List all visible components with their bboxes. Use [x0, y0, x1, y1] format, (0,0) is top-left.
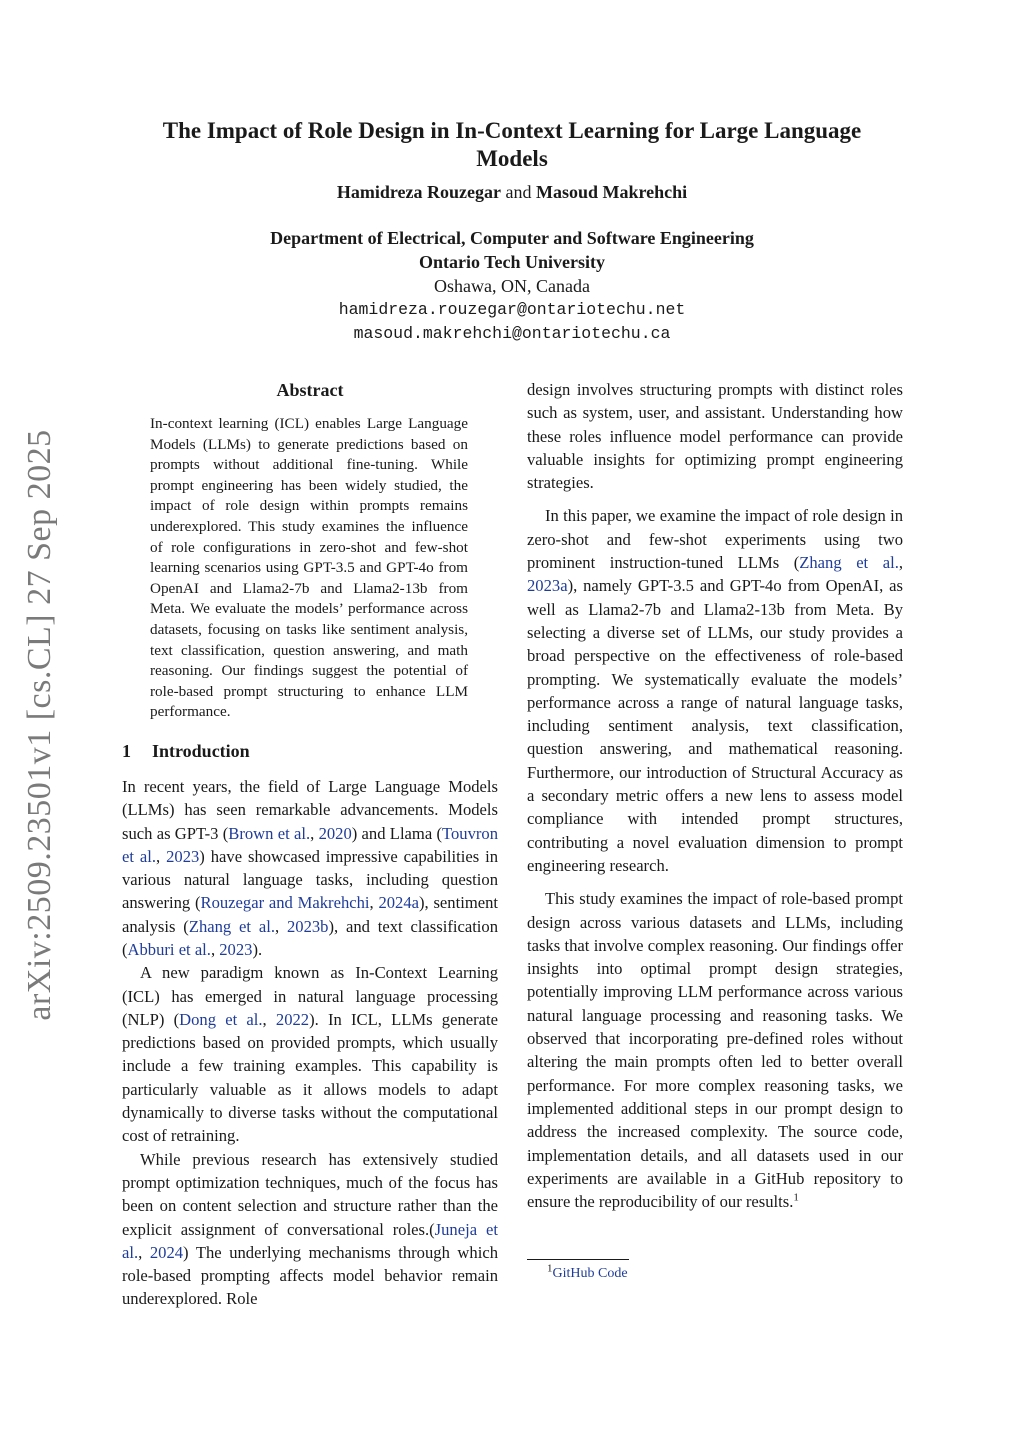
university: Ontario Tech University: [418, 252, 605, 272]
footnote-marker[interactable]: 1: [793, 1191, 799, 1204]
intro-paragraph-2: A new paradigm known as In-Context Learning (ICL) has emerged in natural language processing (NLP) (Dong et al., 2022). In ICL, LLMs generate predictions based on provided prompts, which usually include a few training examples. This capability is particularly valuable as it allows models to adapt dynamically to diverse tasks without the computational cost of retraining.: [122, 963, 498, 1146]
citation-brown-year[interactable]: 2020: [318, 823, 352, 843]
abstract-text: In-context learning (ICL) enables Large Language Models (LLMs) to generate predictions based on prompts without additional fine-tuning. While prompt engineering has been widely studied, the impact of role design within prompts remains underexplored. This study examines the influence of role configurations in zero-shot and few-shot learning scenarios using GPT-3.5 and GPT-4o from OpenAI and Llama2-7b and Llama2-13b from Meta. We evaluate the models’ performance across datasets, focusing on tasks like sentiment analysis, text classification, question answering, and math reasoning. Our findings suggest the potential of role-based prompt structuring to enhance LLM performance.: [150, 415, 468, 721]
author-conjunction: and: [505, 182, 532, 202]
citation-zhang-a[interactable]: Zhang et al.: [799, 553, 899, 573]
email-1: hamidreza.rouzegar@ontariotechu.net: [338, 300, 686, 319]
citation-abburi-year[interactable]: 2023: [219, 939, 253, 959]
left-column: [122, 378, 498, 1311]
intro-paragraph-5: This study examines the impact of role-based prompt design across various datasets and LLMs, including tasks that involve complex reasoning. Our findings offer insights into optimal prompt design strategies, potentially improving LLM performance across various natural language processing and reasoning tasks. We observed that incorporating pre-defined roles without altering the main prompts often led to better overall performance. For more complex reasoning tasks, we implemented additional steps in our prompt design to address the increased complexity. The source code, implementation details, and all datasets used in our experiments are available in a GitHub repository to ensure the reproducibility of our results.$^1$: [527, 889, 903, 1212]
arxiv-stamp: arXiv:2509.23501v1 [cs.CL] 27 Sep 2025: [21, 429, 58, 1021]
intro-paragraph-3: While previous research has extensively studied prompt optimization techniques, much of the focus has been on content selection and structure rather than the explicit assignment of conversational roles.(Juneja et al., 2024) The underlying mechanisms through which role-based prompting affects model behavior remain underexplored. Role: [122, 1149, 498, 1309]
citation-dong[interactable]: Dong et al.: [179, 1009, 263, 1029]
author-1: Hamidreza Rouzegar: [336, 182, 501, 202]
citation-zhang-b-year[interactable]: 2023b: [286, 916, 329, 936]
footnote-link[interactable]: GitHub Code: [552, 1266, 628, 1282]
intro-paragraph-4: In this paper, we examine the impact of role design in zero-shot and few-shot experiments using two prominent instruction-tuned LLMs (Zhang et al., 2023a), namely GPT-3.5 and GPT-4o from OpenAI, as well as Llama2-7b and Llama2-13b from Meta. By selecting a diverse set of LLMs, our study provides a broad perspective on the effectiveness of role-based prompting. We systematically evaluate the models’ performance across a range of natural language tasks, including sentiment analysis, text classification, question answering, and mathematical reasoning. Furthermore, our introduction of Structural Accuracy as a secondary metric offers a new lens to assess model compliance with intended prompt structures, contributing a novel evaluation dimension to prompt engineering research.: [527, 506, 904, 875]
department: Department of Electrical, Computer and Software Engineering: [270, 228, 754, 248]
citation-rouzegar[interactable]: Rouzegar and Makrehchi: [200, 893, 370, 913]
citation-rouzegar-year[interactable]: 2024a: [378, 893, 420, 913]
paper-title: The Impact of Role Design in In-Context Learning for Large Language Models: [162, 118, 862, 171]
email-2: masoud.makrehchi@ontariotechu.ca: [353, 324, 671, 343]
citation-juneja-year[interactable]: 2024: [149, 1242, 184, 1262]
citation-zhang-b[interactable]: Zhang et al.: [188, 916, 275, 936]
section-heading-introduction: [122, 739, 498, 763]
section-title: Introduction: [152, 740, 250, 761]
affiliation: [0, 226, 1024, 346]
footnote: [547, 1262, 903, 1282]
footnote-number: 1: [547, 1262, 553, 1275]
authors: [0, 182, 1024, 203]
citation-touvron-year[interactable]: 2023: [166, 846, 200, 866]
citation-dong-year[interactable]: 2022: [275, 1009, 310, 1029]
citation-juneja[interactable]: Juneja et al.: [122, 1219, 498, 1262]
citation-brown[interactable]: Brown et al.: [228, 823, 311, 843]
intro-paragraph-1: In recent years, the field of Large Language Models (LLMs) has seen remarkable advancements. Models such as GPT-3 (Brown et al., 2020) and Llama (Touvron et al., 2023) have showcased impressive capabilities in various natural language tasks, including question answering (Rouzegar and Makrehchi, 2024a), sentiment analysis (Zhang et al., 2023b), and text classification (Abburi et al., 2023).: [122, 776, 499, 959]
citation-touvron[interactable]: Touvron et al.: [122, 823, 499, 866]
right-column: [527, 378, 903, 1282]
location: Oshawa, ON, Canada: [434, 276, 590, 296]
citation-abburi[interactable]: Abburi et al.: [127, 939, 211, 959]
author-2: Masoud Makrehchi: [535, 182, 688, 202]
footnote-divider: [527, 1259, 629, 1260]
intro-paragraph-3-continued: design involves structuring prompts with distinct roles such as system, user, and assistant. Understanding how these roles influence model performance can provide valuable insights for optimizing prompt engineering strategies.: [527, 380, 903, 493]
section-number: 1: [122, 740, 131, 761]
abstract-heading: Abstract: [276, 380, 344, 400]
citation-zhang-a-year[interactable]: 2023a: [527, 576, 568, 596]
